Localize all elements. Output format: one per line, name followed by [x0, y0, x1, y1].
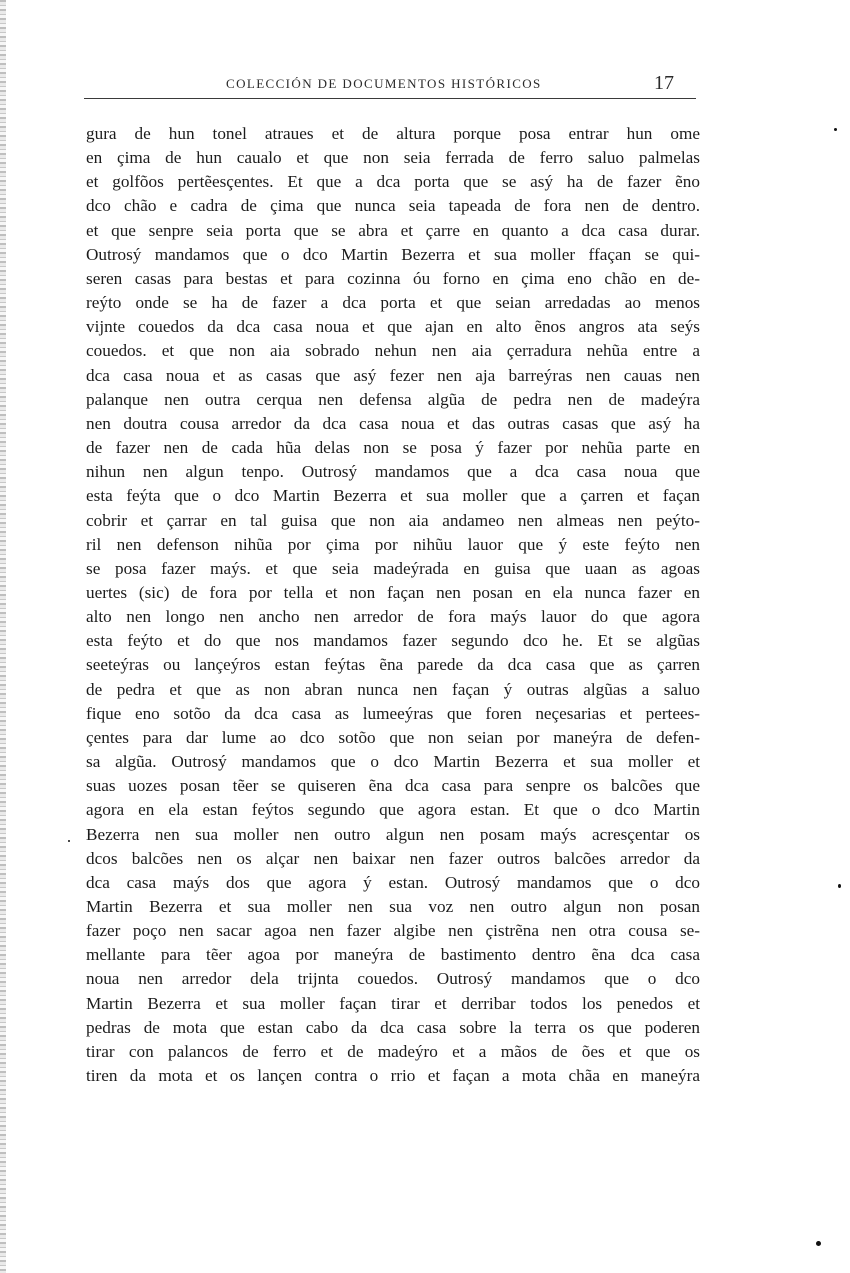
text-line: vijnte couedos da dca casa noua et que ajan en alto ẽnos angros ata seýs — [86, 317, 700, 337]
text-line: gura de hun tonel atraues et de altura porque posa entrar hun ome — [86, 124, 700, 143]
text-line: tirar con palancos de ferro et de madeýro et a mãos de ões et que os — [86, 1041, 700, 1061]
text-line: Outrosý mandamos que o dco Martin Bezerra et sua moller ffaçan se qui- — [86, 244, 700, 264]
text-line: ril nen defenson nihũa por çima por nihũu lauor que ý este feýto nen — [86, 534, 700, 554]
scan-speck — [816, 1241, 821, 1246]
text-line: reýto onde se ha de fazer a dca porta et que seian arredadas ao menos — [86, 293, 700, 313]
text-line: Martin Bezerra et sua moller façan tirar et derribar todos los penedos et — [86, 993, 700, 1013]
text-line: de fazer nen de cada hũa delas non se posa ý fazer por nehũa parte en — [86, 438, 700, 458]
text-line: cobrir et çarrar en tal guisa que non aia andameo nen almeas nen peýto- — [86, 510, 700, 530]
text-line: fazer poço nen sacar agoa nen fazer algibe nen çistrẽna nen otra cousa se- — [86, 921, 700, 941]
text-line: agora en ela estan feýtos segundo que agora estan. Et que o dco Martin — [86, 800, 700, 820]
header-rule — [84, 98, 696, 99]
body-text — [86, 122, 700, 1088]
text-line: dca casa maýs dos que agora ý estan. Outrosý mandamos que o dco — [86, 872, 700, 892]
text-line: dcos balcões nen os alçar nen baixar nen fazer outros balcões arredor da — [86, 848, 700, 868]
text-line: uertes (sic) de fora por tella et non façan nen posan en ela nunca fazer en — [86, 582, 700, 602]
text-line: se posa fazer maýs. et que seia madeýrada en guisa que uaan as agoas — [86, 558, 700, 578]
text-line: suas uozes posan tẽer se quiseren ẽna dca casa para senpre os balcões que — [86, 776, 700, 796]
text-line: mellante para tẽer agoa por maneýra de bastimento dentro ẽna dca casa — [86, 945, 700, 965]
text-line: seren casas para bestas et para cozinna óu forno en çima eno chão en de- — [86, 268, 700, 288]
scanned-page-edge — [0, 0, 6, 1273]
text-line: Martin Bezerra et sua moller nen sua voz nen outro algun non posan — [86, 897, 700, 916]
page-number: 17 — [654, 72, 674, 94]
scan-speck — [68, 840, 70, 842]
text-line: esta feýto et do que nos mandamos fazer segundo dco he. Et se algũas — [86, 631, 700, 651]
text-line: couedos. et que non aia sobrado nehun nen aia çerradura nehũa entre a — [86, 341, 700, 361]
text-line: tiren da mota et os lançen contra o rrio et façan a mota chãa en maneýra — [86, 1066, 700, 1086]
scan-speck — [838, 884, 841, 888]
running-header — [84, 70, 696, 100]
text-line: sa algũa. Outrosý mandamos que o dco Martin Bezerra et sua moller et — [86, 752, 700, 772]
header-title: COLECCIÓN DE DOCUMENTOS HISTÓRICOS — [226, 76, 542, 91]
text-line: dca casa noua et as casas que asý fezer nen aja barreýras nen cauas nen — [86, 365, 700, 385]
text-line: et golfõos pertẽesçentes. Et que a dca porta que se asý ha de fazer ẽno — [86, 172, 700, 192]
scan-speck — [834, 128, 837, 131]
text-line: seeteýras ou lançeýros estan feýtas ẽna parede da dca casa que as çarren — [86, 655, 700, 675]
text-line: Bezerra nen sua moller nen outro algun nen posam maýs acresçentar os — [86, 824, 700, 844]
text-line: fique eno sotõo da dca casa as lumeeýras que foren neçesarias et pertees- — [86, 703, 700, 723]
text-line: de pedra et que as non abran nunca nen façan ý outras algũas a saluo — [86, 679, 700, 699]
text-line: nen doutra cousa arredor da dca casa noua et das outras casas que asý ha — [86, 413, 700, 433]
text-line: et que senpre seia porta que se abra et çarre en quanto a dca casa durar. — [86, 220, 700, 240]
text-line: dco chão e cadra de çima que nunca seia tapeada de fora nen de dentro. — [86, 196, 700, 216]
text-line: pedras de mota que estan cabo da dca casa sobre la terra os que poderen — [86, 1017, 700, 1037]
text-line: palanque nen outra cerqua nen defensa algũa de pedra nen de madeýra — [86, 389, 700, 409]
text-line: noua nen arredor dela trijnta couedos. Outrosý mandamos que o dco — [86, 969, 700, 989]
text-line: esta feýta que o dco Martin Bezerra et sua moller que a çarren et façan — [86, 486, 700, 506]
text-line: çentes para dar lume ao dco sotõo que non seian por maneýra de defen- — [86, 727, 700, 747]
text-line: en çima de hun caualo et que non seia ferrada de ferro saluo palmelas — [86, 148, 700, 168]
text-line: nihun nen algun tenpo. Outrosý mandamos que a dca casa noua que — [86, 462, 700, 482]
text-line: alto nen longo nen ancho nen arredor de fora maýs lauor do que agora — [86, 607, 700, 627]
